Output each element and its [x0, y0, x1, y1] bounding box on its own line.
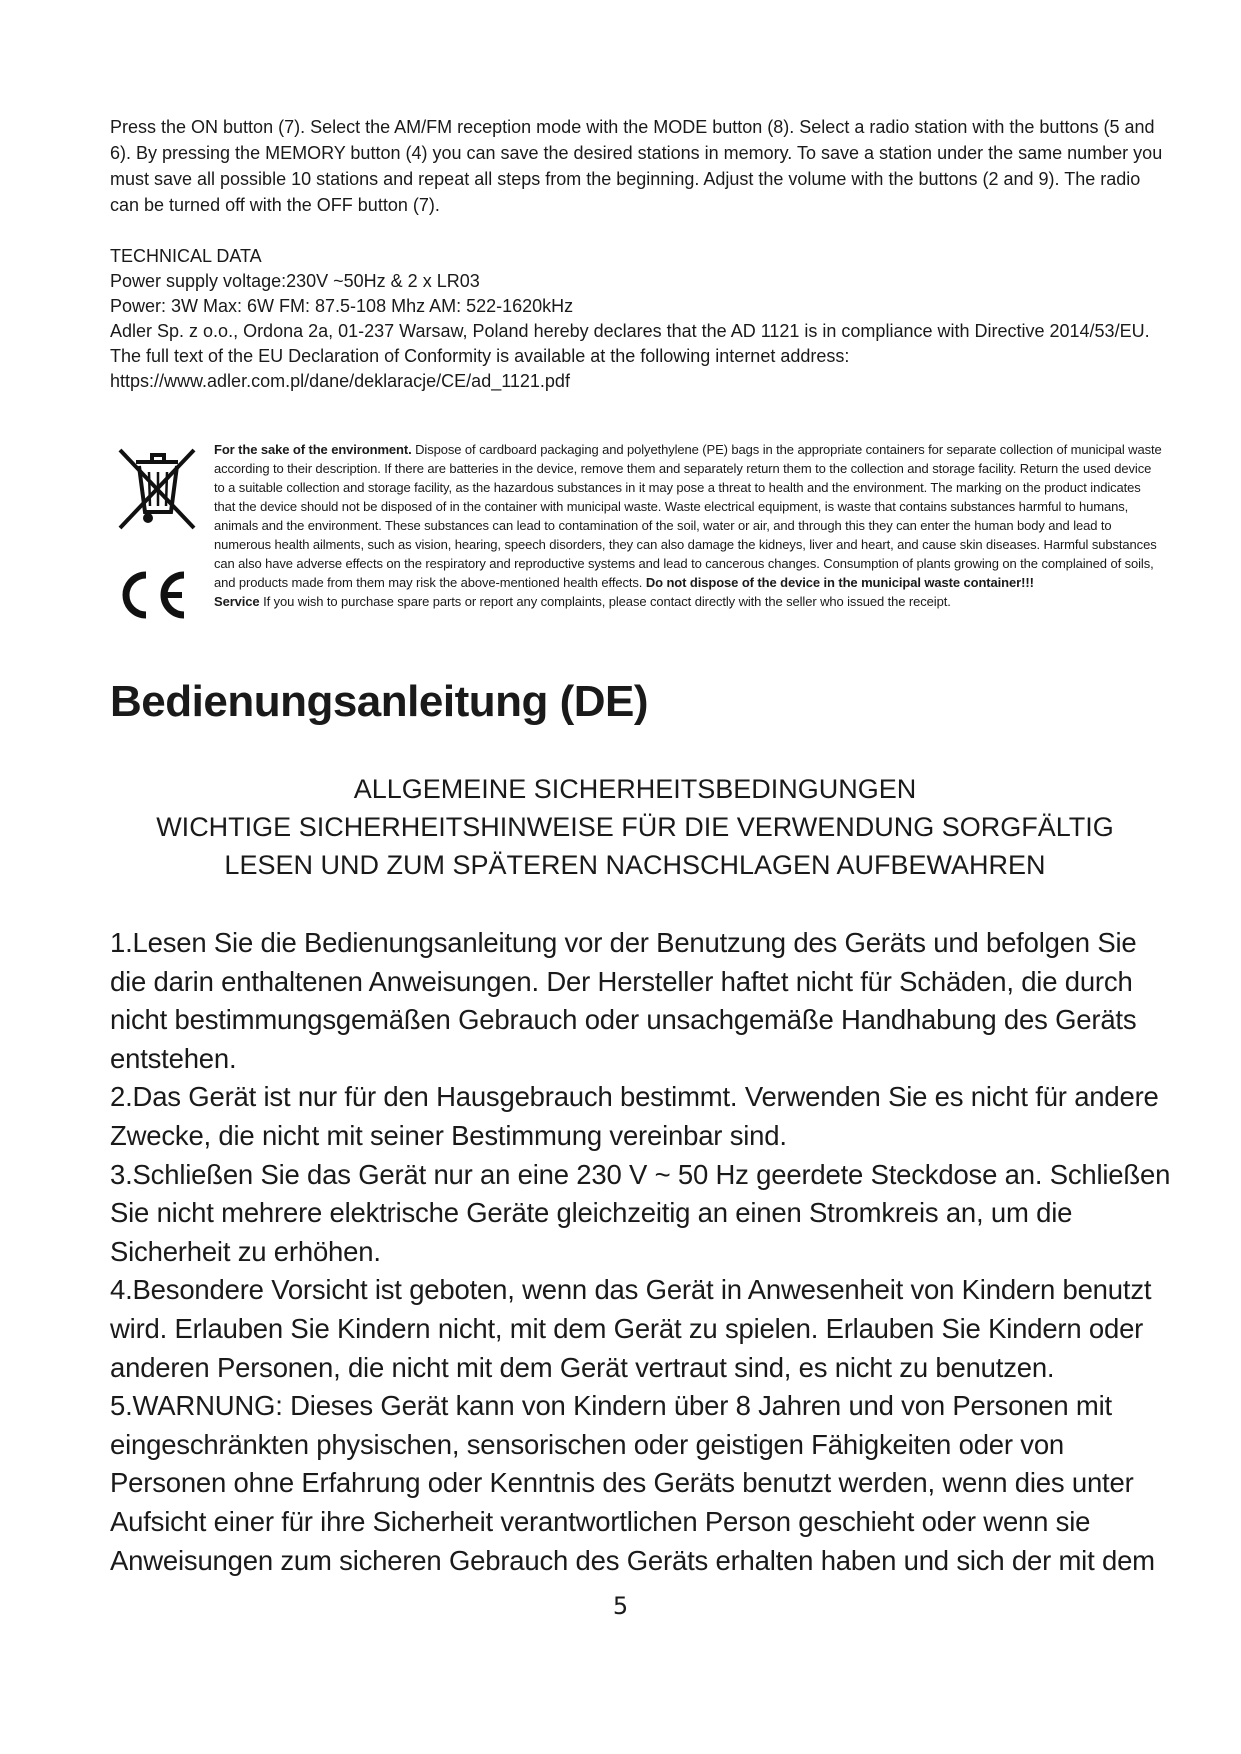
- environment-icons: [112, 440, 202, 630]
- page-number: 5: [612, 1592, 629, 1620]
- operating-instructions-paragraph: Press the ON button (7). Select the AM/FM reception mode with the MODE button (8). Select a radio station with the buttons (5 and 6). By pressing the MEMORY button (4) you can save the desired stations in memory. To save a station under the same number you must save all possible 10 stations and repeat all steps from the beginning. Adjust the volume with the buttons (2 and 9). The radio can be turned off with the OFF button (7).: [110, 117, 1163, 215]
- safety-header-line: WICHTIGE SICHERHEITSHINWEISE FÜR DIE VERWENDUNG SORGFÄLTIG: [156, 812, 1114, 842]
- safety-header-line: ALLGEMEINE SICHERHEITSBEDINGUNGEN: [353, 774, 917, 804]
- safety-rule: 1.Lesen Sie die Bedienungsanleitung vor der Benutzung des Geräts und befolgen Sie die darin enthaltenen Anweisungen. Der Hersteller haftet nicht für Schäden, die durch nicht bestimmungsgemäßen Gebrauch oder unsachgemäße Handhabung des Geräts entstehen.: [110, 927, 1137, 1074]
- service-text: If you wish to purchase spare parts or report any complaints, please contact directly with the seller who issued the receipt.: [259, 594, 951, 609]
- technical-data-line: Adler Sp. z o.o., Ordona 2a, 01-237 Warsaw, Poland hereby declares that the AD 1121 is in compliance with Directive 2014/53/EU.: [110, 321, 1150, 341]
- crossed-out-wheelie-bin-icon: [112, 440, 202, 540]
- declaration-url: https://www.adler.com.pl/dane/deklaracje/CE/ad_1121.pdf: [110, 371, 570, 391]
- technical-data-line: The full text of the EU Declaration of Conformity is available at the following internet address:: [110, 346, 850, 366]
- technical-data-section: [110, 244, 1180, 394]
- language-section-heading: Bedienungsanleitung (DE): [110, 677, 648, 726]
- technical-data-title: TECHNICAL DATA: [110, 246, 262, 266]
- ce-mark-icon: [112, 565, 192, 625]
- technical-data-line: Power: 3W Max: 6W FM: 87.5-108 Mhz AM: 522-1620kHz: [110, 296, 574, 316]
- environment-notice: [214, 440, 1164, 611]
- environment-notice-lead: For the sake of the environment.: [214, 442, 412, 457]
- safety-header-line: LESEN UND ZUM SPÄTEREN NACHSCHLAGEN AUFBEWAHREN: [224, 850, 1046, 880]
- technical-data-line: Power supply voltage:230V ~50Hz & 2 x LR03: [110, 271, 480, 291]
- safety-rule: 2.Das Gerät ist nur für den Hausgebrauch bestimmt. Verwenden Sie es nicht für andere Zwecke, die nicht mit seiner Bestimmung vereinbar sind.: [110, 1081, 1159, 1151]
- environment-notice-body: Dispose of cardboard packaging and polyethylene (PE) bags in the appropriate containers for separate collection of municipal waste according to their description. If there are batteries in the device, remove them and separately return them to the collection and storage facility. Return the used device to a suitable collection and storage facility, as the hazardous substances in it may pose a threat to health and the environment. The marking on the product indicates that the device should not be disposed of in the container with municipal waste. Waste electrical equipment, is waste that contains substances harmful to humans, animals and the environment. These substances can lead to contamination of the soil, water or air, and through this they can enter the human body and lead to numerous health ailments, such as vision, hearing, speech disorders, they can also damage the kidneys, liver and heart, and cause skin diseases. Harmful substances can also have adverse effects on the respiratory and reproductive systems and lead to cancerous changes. Consumption of plants growing on the complained of soils, and products made from them may risk the above-mentioned health effects.: [214, 442, 1162, 590]
- disposal-warning: Do not dispose of the device in the municipal waste container!!!: [645, 575, 1034, 590]
- safety-rule: 5.WARNUNG: Dieses Gerät kann von Kindern über 8 Jahren und von Personen mit eingeschränkten physischen, sensorischen oder geistigen Fähigkeiten oder von Personen ohne Erfahrung oder Kenntnis des Geräts benutzt werden, wenn dies unter Aufsicht einer für ihre Sicherheit verantwortlichen Person geschieht oder wenn sie Anweisungen zum sicheren Gebrauch des Geräts erhalten haben und sich der mit dem: [110, 1390, 1155, 1576]
- safety-conditions-header: [110, 770, 1160, 884]
- safety-rule: 4.Besondere Vorsicht ist geboten, wenn das Gerät in Anwesenheit von Kindern benutzt wird. Erlauben Sie Kindern nicht, mit dem Gerät zu spielen. Erlauben Sie Kindern oder anderen Personen, die nicht mit dem Gerät vertraut sind, es nicht zu benutzen.: [110, 1274, 1152, 1383]
- service-label: Service: [214, 594, 260, 609]
- safety-rules-list: [110, 924, 1180, 1580]
- safety-rule: 3.Schließen Sie das Gerät nur an eine 230 V ~ 50 Hz geerdete Steckdose an. Schließen Sie nicht mehrere elektrische Geräte gleichzeitig an einen Stromkreis an, um die Sicherheit zu erhöhen.: [110, 1158, 1171, 1267]
